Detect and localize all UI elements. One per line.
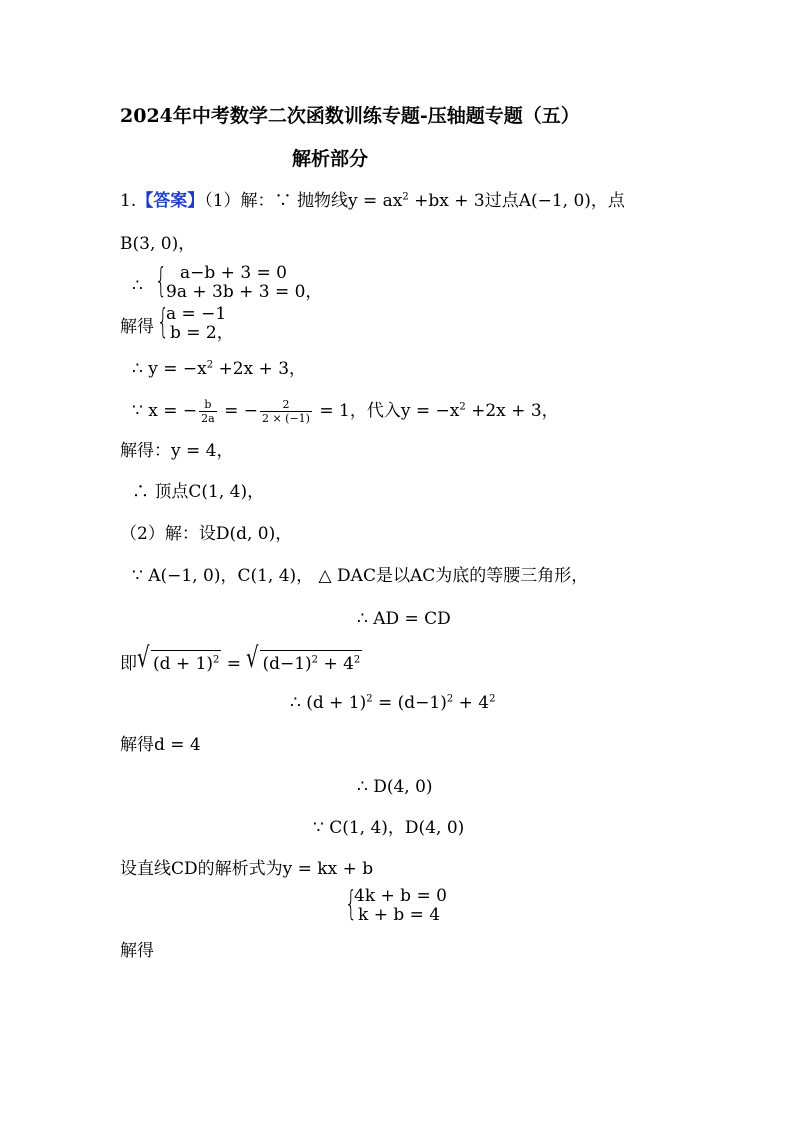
answer-tag: 【答案】 xyxy=(136,191,205,211)
frac-den: 2a xyxy=(201,412,215,425)
vx-c: = 1，代入y = −x xyxy=(313,401,460,421)
q1-text-b: +bx + 3过点A(−1, 0)，点 xyxy=(408,191,625,211)
frac-den: 2 × (−1) xyxy=(261,412,310,425)
ji-label: 即 xyxy=(120,654,137,674)
sup: 2 xyxy=(311,654,319,666)
sup: 2 xyxy=(489,693,496,705)
page-title: 2024年中考数学二次函数训练专题-压轴题专题（五） xyxy=(120,105,580,127)
fraction xyxy=(199,398,217,425)
sup: 2 xyxy=(366,693,373,705)
vx-d: +2x + 3， xyxy=(465,401,559,421)
therefore-symbol: ∴ xyxy=(132,276,143,296)
system3-row2: k + b = 4 xyxy=(358,905,441,925)
system1-row1: a−b + 3 = 0 xyxy=(180,263,287,283)
sq-a: ∴ (d + 1) xyxy=(290,693,367,713)
system2-row2: b = 2， xyxy=(170,323,234,343)
left-brace-icon: { xyxy=(155,261,167,301)
sup: 2 xyxy=(213,654,220,666)
sup: 2 xyxy=(353,654,361,666)
squared-eq xyxy=(290,692,496,714)
left-brace-icon: { xyxy=(157,302,169,342)
sqrt2-b: + 4 xyxy=(318,654,354,674)
vx-a: ∵ x = − xyxy=(132,401,198,421)
sqrt1-text: (d + 1) xyxy=(153,654,214,674)
radical-icon: √ xyxy=(137,641,150,674)
d-point: ∴ D(4, 0) xyxy=(357,777,433,797)
q1-line1 xyxy=(120,190,625,212)
part2-line: （2）解：设D(d, 0)， xyxy=(120,524,293,544)
solve-last: 解得 xyxy=(120,941,154,961)
isosceles-line: ∵ A(−1, 0)，C(1, 4)， △ DAC是以AC为底的等腰三角形， xyxy=(132,566,589,586)
q1-text-a: （1）解：∵ 抛物线y = ax xyxy=(204,191,403,211)
line-cd: 设直线CD的解析式为y = kx + b xyxy=(120,859,374,879)
frac-num: b xyxy=(199,398,217,412)
sq-b: = (d−1) xyxy=(372,693,447,713)
solve-label: 解得 xyxy=(120,317,154,337)
sup: 2 xyxy=(459,401,466,413)
sup: 2 xyxy=(446,693,454,705)
solve-d: 解得d = 4 xyxy=(120,735,201,755)
sqrt-line xyxy=(120,641,362,675)
sup: 2 xyxy=(206,359,214,371)
eq-sign: = xyxy=(221,654,247,674)
q1-number: 1. xyxy=(120,191,137,211)
frac-num: 2 xyxy=(260,398,312,412)
system2-row1: a = −1 xyxy=(166,304,227,324)
vx-b: = − xyxy=(218,401,258,421)
sqrt-expression xyxy=(137,641,221,675)
vertex-x-line xyxy=(132,398,559,425)
eq-y xyxy=(132,358,306,380)
eq-y-a: ∴ y = −x xyxy=(132,359,207,379)
ad-cd: ∴ AD = CD xyxy=(357,609,451,629)
sq-c: + 4 xyxy=(453,693,490,713)
vertex-c: ∴ 顶点C(1, 4)， xyxy=(132,482,265,502)
system1-row2: 9a + 3b + 3 = 0， xyxy=(166,282,323,302)
eq-y-b: +2x + 3， xyxy=(213,359,307,379)
sqrt-expression xyxy=(246,641,362,675)
q1-line2: B(3, 0)， xyxy=(120,234,196,254)
fraction xyxy=(260,398,312,425)
sup: 2 xyxy=(402,191,409,203)
sqrt2-text: (d−1) xyxy=(262,654,312,674)
solve-y: 解得：y = 4， xyxy=(120,441,234,461)
radical-icon: √ xyxy=(246,641,259,674)
left-brace-icon: { xyxy=(345,884,357,924)
cd-points: ∵ C(1, 4)，D(4, 0) xyxy=(313,818,465,838)
system3-row1: 4k + b = 0 xyxy=(354,886,447,906)
page-subtitle: 解析部分 xyxy=(292,148,369,170)
